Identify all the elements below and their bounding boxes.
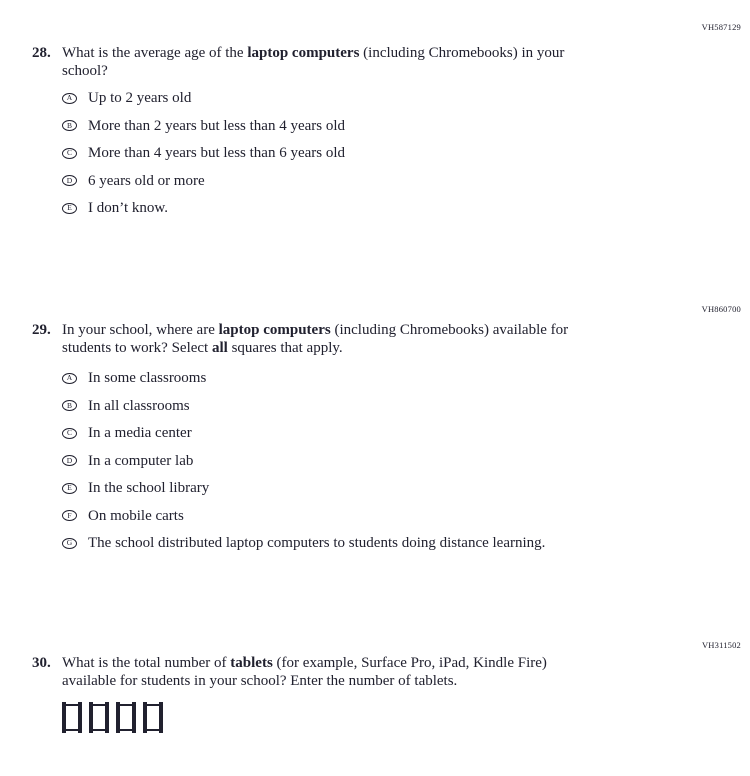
option-letter: B — [66, 400, 72, 410]
question-28-options — [62, 89, 345, 227]
question-28-number: 28. — [32, 45, 51, 61]
question-29-options — [62, 369, 545, 562]
option-bubble-icon[interactable] — [62, 93, 77, 104]
option-letter: E — [67, 203, 72, 213]
answer-option-28-b[interactable] — [62, 117, 345, 135]
option-label: On mobile carts — [88, 507, 184, 524]
answer-option-28-e[interactable] — [62, 199, 345, 217]
question-text-segment: squares that apply. — [227, 340, 343, 356]
question-28-text — [62, 44, 682, 80]
option-label: More than 4 years but less than 6 years old — [88, 145, 346, 161]
answer-option-28-a[interactable] — [62, 89, 345, 107]
answer-option-28-d[interactable] — [62, 172, 345, 190]
option-label: The school distributed laptop computers to students doing distance learning. — [88, 535, 546, 551]
question-text-bold: all — [211, 340, 228, 356]
digit-box-3[interactable] — [116, 702, 136, 733]
option-label: In all classrooms — [88, 397, 190, 414]
option-label: In some classrooms — [88, 370, 207, 386]
question-text-segment: In your school, where are — [62, 322, 219, 338]
question-text-segment: What is the average age of the — [62, 45, 248, 61]
option-label: I don’t know. — [88, 200, 168, 216]
option-letter: F — [67, 510, 72, 520]
option-bubble-icon[interactable] — [62, 483, 77, 494]
option-bubble-icon[interactable] — [62, 203, 77, 214]
answer-option-29-f[interactable] — [62, 507, 545, 525]
digit-box-2[interactable] — [89, 702, 109, 733]
option-bubble-icon[interactable] — [62, 373, 77, 384]
option-bubble-icon[interactable] — [62, 428, 77, 439]
question-text-segment: students to work? Select — [62, 340, 212, 356]
question-30-line2 — [62, 672, 682, 690]
item-code-30: VH311502 — [701, 640, 741, 650]
question-29-number: 29. — [32, 322, 51, 338]
option-letter: C — [66, 148, 72, 158]
option-label: In a media center — [88, 425, 192, 441]
option-bubble-icon[interactable] — [62, 455, 77, 466]
option-letter: D — [66, 455, 73, 465]
option-label: In a computer lab — [88, 452, 194, 469]
option-letter: A — [66, 93, 73, 103]
option-bubble-icon[interactable] — [62, 538, 77, 549]
option-letter: G — [66, 538, 73, 548]
answer-option-29-g[interactable] — [62, 534, 545, 552]
question-text-segment: (for example, Surface Pro, iPad, Kindle Fire) — [272, 655, 547, 671]
option-bubble-icon[interactable] — [62, 510, 77, 521]
answer-option-29-d[interactable] — [62, 452, 545, 470]
question-30-line1 — [62, 654, 682, 672]
option-letter: A — [66, 373, 73, 383]
option-letter: E — [67, 483, 72, 493]
question-text-segment: (including Chromebooks) available for — [330, 322, 569, 338]
question-29-text — [62, 321, 682, 357]
item-code-28: VH587129 — [701, 22, 741, 32]
question-text-bold: tablets — [230, 655, 273, 671]
question-30 — [32, 654, 682, 690]
answer-option-28-c[interactable] — [62, 144, 345, 162]
option-label: In the school library — [88, 480, 210, 496]
question-30-text — [62, 654, 682, 690]
tablet-count-entry — [62, 702, 170, 733]
answer-option-29-b[interactable] — [62, 397, 545, 415]
question-text-segment: school? — [62, 63, 108, 79]
item-code-29: VH860700 — [701, 304, 741, 314]
question-28-line1 — [62, 44, 682, 62]
question-30-number: 30. — [32, 655, 51, 671]
option-label: Up to 2 years old — [88, 90, 192, 106]
option-bubble-icon[interactable] — [62, 148, 77, 159]
option-bubble-icon[interactable] — [62, 400, 77, 411]
option-bubble-icon[interactable] — [62, 175, 77, 186]
question-text-segment: What is the total number of — [62, 655, 231, 671]
question-29-line2 — [62, 339, 682, 357]
option-letter: C — [66, 428, 72, 438]
answer-option-29-e[interactable] — [62, 479, 545, 497]
answer-option-29-c[interactable] — [62, 424, 545, 442]
option-letter: B — [66, 120, 72, 130]
question-text-segment: available for students in your school? Enter the number of tablets. — [62, 673, 458, 689]
option-bubble-icon[interactable] — [62, 120, 77, 131]
question-text-bold: laptop computers — [247, 45, 360, 61]
option-label: 6 years old or more — [88, 172, 205, 189]
option-label: More than 2 years but less than 4 years old — [88, 117, 346, 134]
digit-box-4[interactable] — [143, 702, 163, 733]
question-29-line1 — [62, 321, 682, 339]
question-28-line2 — [62, 62, 682, 80]
question-text-segment: (including Chromebooks) in your — [359, 45, 565, 61]
question-29 — [32, 321, 682, 357]
digit-box-1[interactable] — [62, 702, 82, 733]
question-text-bold: laptop computers — [218, 322, 331, 338]
question-28 — [32, 44, 682, 80]
answer-option-29-a[interactable] — [62, 369, 545, 387]
option-letter: D — [66, 175, 73, 185]
